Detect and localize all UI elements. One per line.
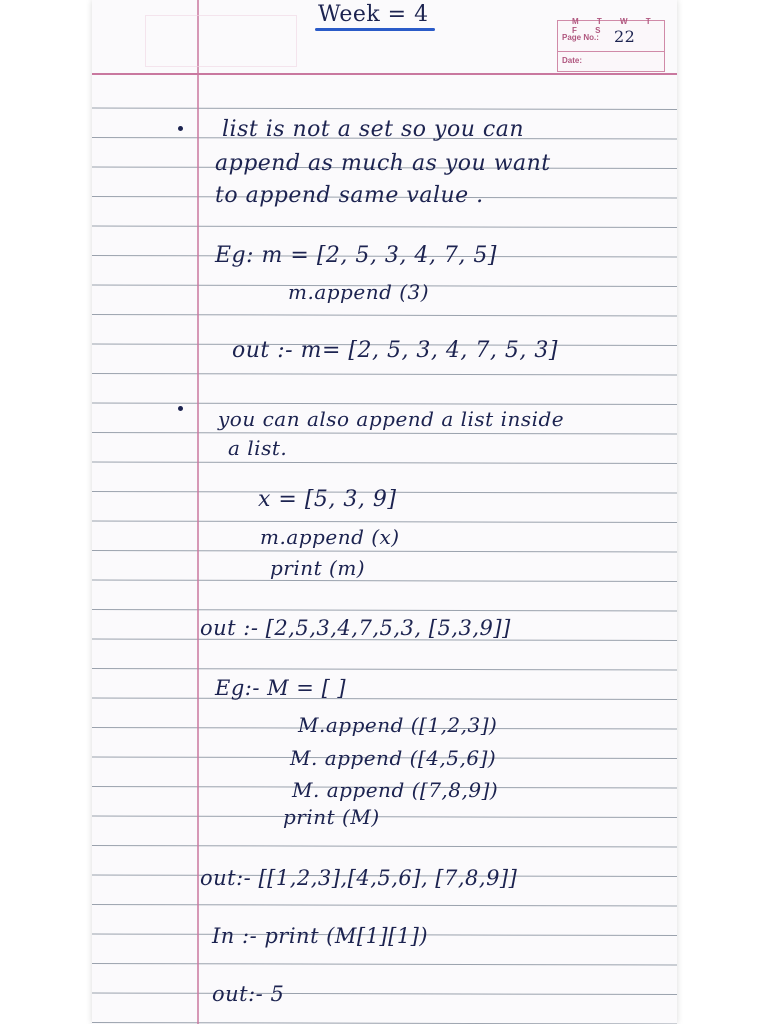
bullet-point xyxy=(178,406,183,411)
output-line: out :- m= [2, 5, 3, 4, 7, 5, 3] xyxy=(232,338,558,363)
example-line: Eg: m = [2, 5, 3, 4, 7, 5] xyxy=(215,243,497,268)
page-number-box xyxy=(557,17,665,72)
code-line: M. append ([4,5,6]) xyxy=(290,746,497,770)
ruled-line xyxy=(92,462,677,464)
input-line: In :- print (M[1][1]) xyxy=(212,924,429,948)
ruled-line xyxy=(92,315,677,317)
bullet-point xyxy=(178,126,183,131)
note-line: you can also append a list inside xyxy=(218,407,565,431)
note-line: append as much as you want xyxy=(215,151,551,176)
ruled-line xyxy=(92,698,677,700)
ruled-line xyxy=(92,433,677,435)
code-line: x = [5, 3, 9] xyxy=(258,487,397,512)
code-line: M. append ([7,8,9]) xyxy=(292,778,499,802)
page-title: Week = 4 xyxy=(318,2,429,27)
output-line: out:- [[1,2,3],[4,5,6], [7,8,9]] xyxy=(200,866,518,890)
note-line: list is not a set so you can xyxy=(222,117,524,142)
ruled-line xyxy=(92,669,677,671)
ruled-line xyxy=(92,816,677,818)
ruled-line xyxy=(92,226,677,228)
code-line: m.append (3) xyxy=(288,280,430,304)
ruled-line xyxy=(92,580,677,582)
ruled-line xyxy=(92,521,677,523)
code-line: m.append (x) xyxy=(260,525,400,549)
ruled-line xyxy=(92,551,677,553)
ruled-line xyxy=(92,846,677,848)
note-line: to append same value . xyxy=(215,183,484,208)
pager-divider xyxy=(558,51,664,52)
output-line: out :- [2,5,3,4,7,5,3, [5,3,9]] xyxy=(200,616,511,640)
ruled-line xyxy=(92,108,677,110)
example-line: Eg:- M = [ ] xyxy=(215,676,347,700)
title-underline xyxy=(315,28,435,31)
date-label: Date: xyxy=(562,56,583,65)
code-line: print (m) xyxy=(270,556,366,580)
page-no-label: Page No.: xyxy=(562,33,599,42)
ruled-line xyxy=(92,905,677,907)
ruled-line xyxy=(92,374,677,376)
ruled-line xyxy=(92,610,677,612)
code-line: M.append ([1,2,3]) xyxy=(298,713,498,737)
page-no-value: 22 xyxy=(614,27,636,46)
note-line: a list. xyxy=(228,436,288,460)
ruled-line xyxy=(92,964,677,966)
bleed-through-mark xyxy=(145,15,297,67)
ruled-line xyxy=(92,993,677,995)
code-line: print (M) xyxy=(283,805,380,829)
weekday-letters: M T W T F S xyxy=(572,17,659,35)
output-line: out:- 5 xyxy=(212,982,285,1006)
ruled-line xyxy=(92,403,677,405)
